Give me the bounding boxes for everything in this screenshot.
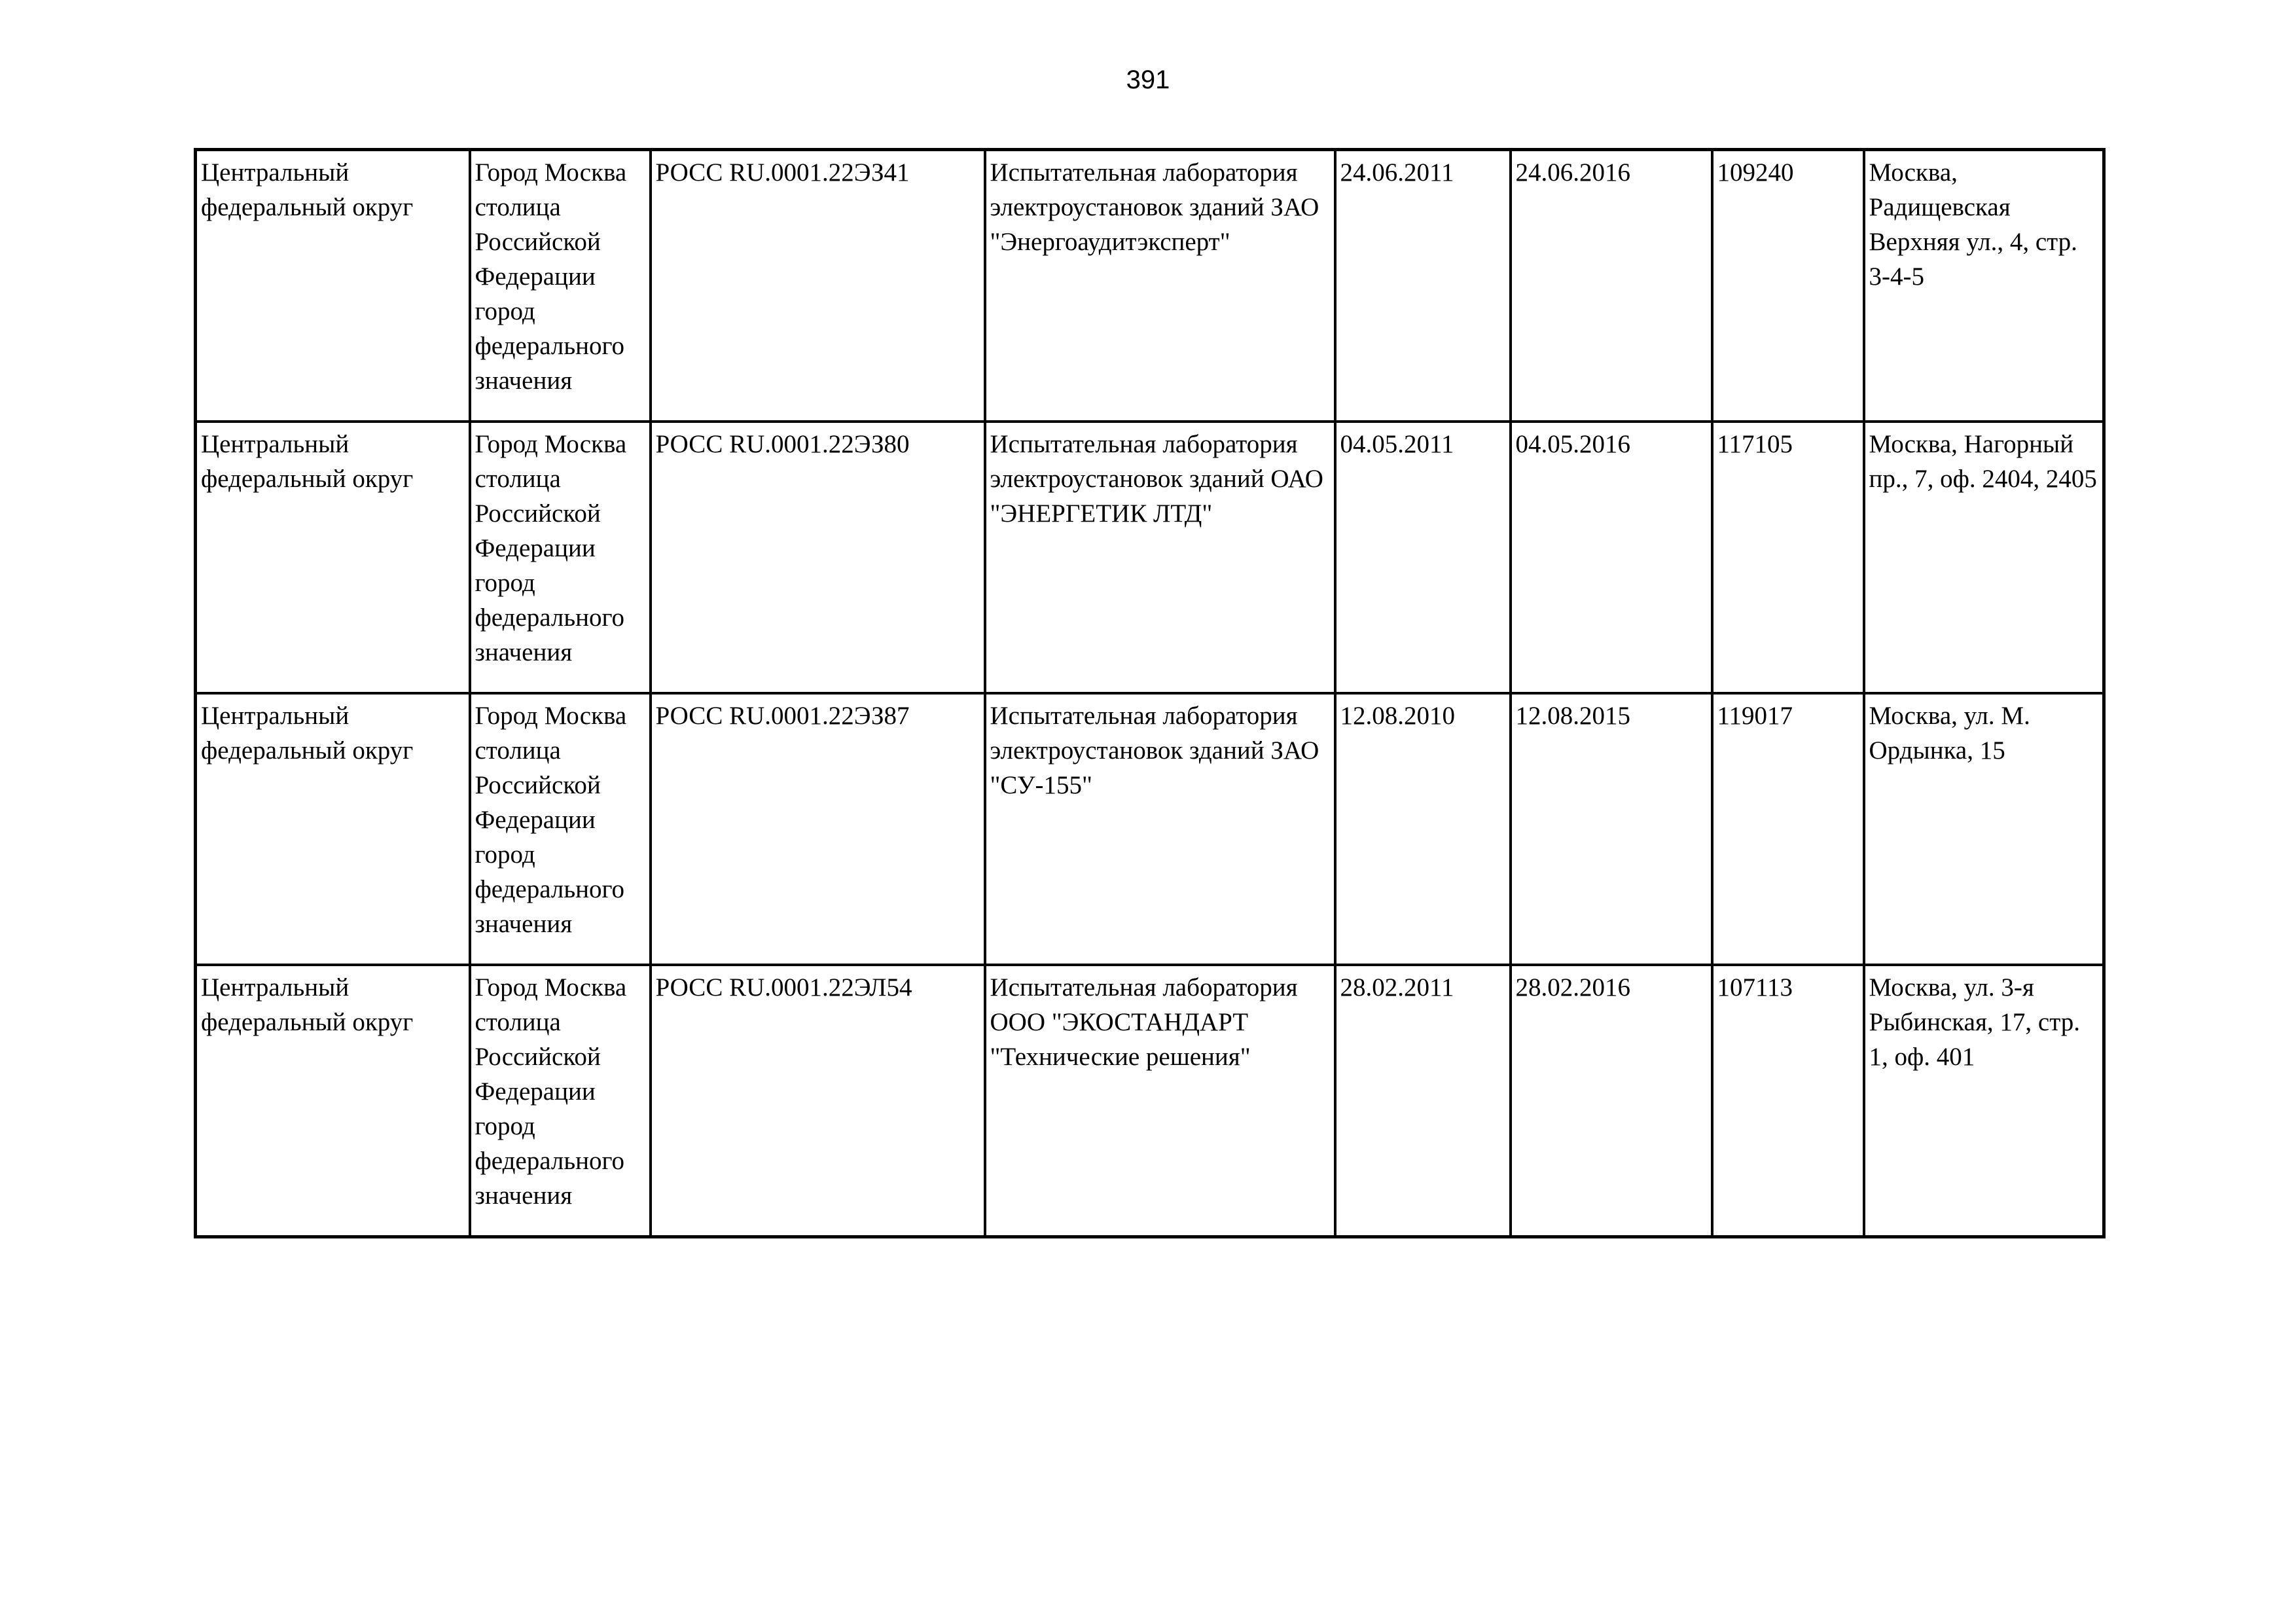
date-from-cell: 04.05.2011	[1335, 422, 1511, 693]
postcode-cell: 107113	[1712, 965, 1864, 1237]
region-cell: Город Москва столица Российской Федерации город федерального значения	[470, 965, 651, 1237]
date-to-cell: 24.06.2016	[1511, 150, 1712, 422]
district-cell: Центральный федеральный округ	[196, 150, 470, 422]
table-row	[196, 965, 2104, 1237]
reg-number-cell: РОСС RU.0001.22ЭЗ41	[651, 150, 985, 422]
table-row	[196, 422, 2104, 693]
date-to-cell: 28.02.2016	[1511, 965, 1712, 1237]
postcode-cell: 109240	[1712, 150, 1864, 422]
date-from-cell: 28.02.2011	[1335, 965, 1511, 1237]
page-number: 391	[1126, 65, 1170, 94]
date-to-cell: 12.08.2015	[1511, 693, 1712, 965]
registry-table	[194, 148, 2106, 1238]
reg-number-cell: РОСС RU.0001.22ЭЛ54	[651, 965, 985, 1237]
address-cell: Москва, Нагорный пр., 7, оф. 2404, 2405	[1864, 422, 2104, 693]
lab-name-cell: Испытательная лаборатория электроустановок зданий ЗАО "СУ-155"	[985, 693, 1335, 965]
reg-number-cell: РОСС RU.0001.22ЭЗ87	[651, 693, 985, 965]
date-from-cell: 24.06.2011	[1335, 150, 1511, 422]
postcode-cell: 117105	[1712, 422, 1864, 693]
region-cell: Город Москва столица Российской Федерации город федерального значения	[470, 150, 651, 422]
postcode-cell: 119017	[1712, 693, 1864, 965]
lab-name-cell: Испытательная лаборатория ООО "ЭКОСТАНДАРТ "Технические решения"	[985, 965, 1335, 1237]
table-row	[196, 150, 2104, 422]
lab-name-cell: Испытательная лаборатория электроустановок зданий ОАО "ЭНЕРГЕТИК ЛТД"	[985, 422, 1335, 693]
address-cell: Москва, ул. 3-я Рыбинская, 17, стр. 1, оф. 401	[1864, 965, 2104, 1237]
region-cell: Город Москва столица Российской Федерации город федерального значения	[470, 693, 651, 965]
table-row	[196, 693, 2104, 965]
date-from-cell: 12.08.2010	[1335, 693, 1511, 965]
address-cell: Москва, Радищевская Верхняя ул., 4, стр. 3-4-5	[1864, 150, 2104, 422]
region-cell: Город Москва столица Российской Федерации город федерального значения	[470, 422, 651, 693]
reg-number-cell: РОСС RU.0001.22ЭЗ80	[651, 422, 985, 693]
lab-name-cell: Испытательная лаборатория электроустановок зданий ЗАО "Энергоаудитэксперт"	[985, 150, 1335, 422]
district-cell: Центральный федеральный округ	[196, 422, 470, 693]
district-cell: Центральный федеральный округ	[196, 965, 470, 1237]
district-cell: Центральный федеральный округ	[196, 693, 470, 965]
date-to-cell: 04.05.2016	[1511, 422, 1712, 693]
address-cell: Москва, ул. М. Ордынка, 15	[1864, 693, 2104, 965]
